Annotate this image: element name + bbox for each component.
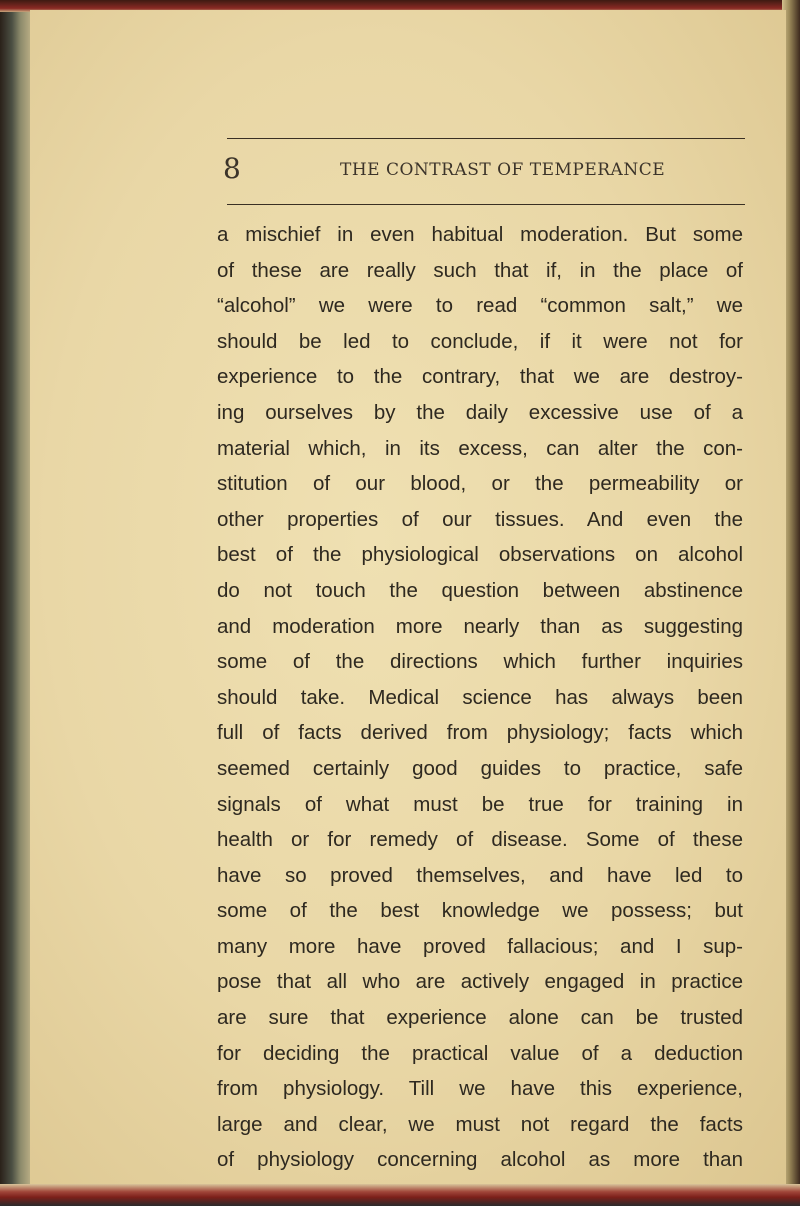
book-page — [30, 10, 786, 1186]
text-line: some of the directions which further inquiries — [217, 650, 743, 674]
text-line: seemed certainly good guides to practice, safe — [217, 756, 743, 780]
text-line: and moderation more nearly than as suggesting — [217, 614, 743, 638]
book-binding-bottom — [0, 1184, 800, 1206]
text-line: a mischief in even habitual moderation. But some — [217, 223, 743, 246]
header-rule-top — [227, 138, 745, 139]
text-line: pose that all who are actively engaged in practice — [217, 970, 743, 994]
text-line: should be led to conclude, if it were not for — [217, 329, 743, 353]
text-line: some of the best knowledge we possess; but — [217, 899, 743, 923]
text-line: best of the physiological observations on alcohol — [217, 543, 743, 567]
text-line: experience to the contrary, that we are destroy- — [217, 365, 743, 389]
text-line: stitution of our blood, or the permeability or — [217, 472, 743, 496]
text-line: have so proved themselves, and have led to — [217, 863, 743, 887]
text-line: for deciding the practical value of a deduction — [217, 1041, 743, 1065]
text-line: “alcohol” we were to read “common salt,” we — [217, 294, 743, 318]
text-line: signals of what must be true for training in — [217, 792, 743, 816]
body-text — [217, 217, 743, 1178]
text-line: from physiology. Till we have this experience, — [217, 1077, 743, 1101]
header-rule-bottom — [227, 204, 745, 205]
text-line: are sure that experience alone can be trusted — [217, 1006, 743, 1030]
text-line: of these are really such that if, in the place of — [217, 258, 743, 282]
text-line: many more have proved fallacious; and I sup- — [217, 934, 743, 958]
text-line: do not touch the question between abstinence — [217, 578, 743, 602]
text-line: material which, in its excess, can alter the con- — [217, 436, 743, 460]
text-line: other properties of our tissues. And even the — [217, 507, 743, 531]
text-line: large and clear, we must not regard the facts — [217, 1112, 743, 1136]
text-line: health or for remedy of disease. Some of these — [217, 828, 743, 852]
text-line: ing ourselves by the daily excessive use of a — [217, 400, 743, 424]
text-line: of physiology concerning alcohol as more than — [217, 1148, 743, 1172]
text-line: full of facts derived from physiology; facts which — [217, 721, 743, 745]
running-head: THE CONTRAST OF TEMPERANCE — [340, 160, 666, 180]
page-number: 8 — [223, 152, 241, 185]
book-binding-left — [0, 0, 34, 1206]
text-line: should take. Medical science has always been — [217, 685, 743, 709]
